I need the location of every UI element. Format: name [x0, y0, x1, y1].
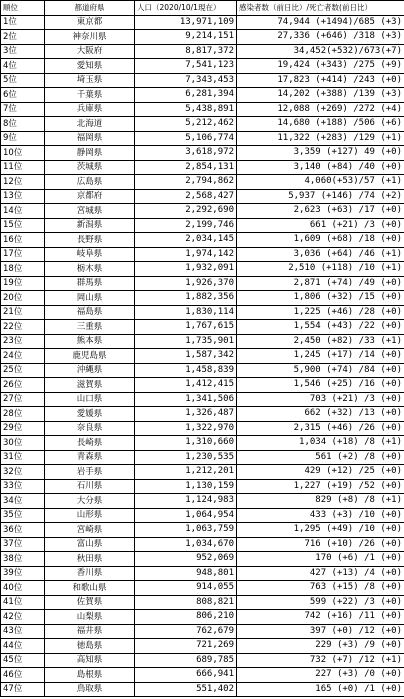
prefecture-cell: 群馬県	[45, 276, 135, 291]
rank-cell: 8位	[1, 117, 45, 132]
cases-cell: 1,034 (+18) /8 (+1)	[237, 436, 404, 451]
table-row	[1, 494, 404, 509]
population-cell: 1,412,415	[135, 378, 237, 393]
prefecture-cell: 福岡県	[45, 131, 135, 146]
cases-cell: 3,359 (+127) 49 (+0)	[237, 146, 404, 161]
population-cell: 1,767,615	[135, 320, 237, 335]
population-cell: 721,269	[135, 639, 237, 654]
cases-cell: 11,322 (+283) /129 (+1)	[237, 131, 404, 146]
rank-cell: 1位	[1, 15, 45, 30]
rank-cell: 42位	[1, 610, 45, 625]
table-row	[1, 102, 404, 117]
cases-cell: 74,944 (+1494)/685 (+3)	[237, 15, 404, 30]
prefecture-cell: 秋田県	[45, 552, 135, 567]
population-cell: 6,281,394	[135, 88, 237, 103]
prefecture-cell: 京都府	[45, 189, 135, 204]
population-cell: 5,106,774	[135, 131, 237, 146]
prefecture-cell: 岡山県	[45, 291, 135, 306]
cases-cell: 27,336 (+646) /318 (+3)	[237, 30, 404, 45]
rank-cell: 5位	[1, 73, 45, 88]
prefecture-cell: 奈良県	[45, 421, 135, 436]
table-row	[1, 59, 404, 74]
cases-cell: 742 (+16) /11 (+0)	[237, 610, 404, 625]
rank-cell: 23位	[1, 334, 45, 349]
cases-cell: 2,623 (+63) /17 (+0)	[237, 204, 404, 219]
population-cell: 1,882,356	[135, 291, 237, 306]
population-cell: 762,679	[135, 624, 237, 639]
cases-cell: 427 (+13) /4 (+0)	[237, 566, 404, 581]
table-row	[1, 334, 404, 349]
rank-cell: 24位	[1, 349, 45, 364]
population-cell: 2,794,862	[135, 175, 237, 190]
table-row	[1, 175, 404, 190]
cases-cell: 14,680 (+188) /506 (+6)	[237, 117, 404, 132]
population-cell: 13,971,109	[135, 15, 237, 30]
prefecture-cell: 山口県	[45, 392, 135, 407]
rank-cell: 30位	[1, 436, 45, 451]
table-row	[1, 595, 404, 610]
table-row	[1, 146, 404, 161]
prefecture-cell: 北海道	[45, 117, 135, 132]
prefecture-cell: 静岡県	[45, 146, 135, 161]
table-row	[1, 537, 404, 552]
cases-cell: 1,609 (+68) /18 (+0)	[237, 233, 404, 248]
cases-cell: 763 (+15) /8 (+0)	[237, 581, 404, 596]
table-row	[1, 30, 404, 45]
prefecture-cell: 新潟県	[45, 218, 135, 233]
cases-cell: 2,450 (+82) /33 (+1)	[237, 334, 404, 349]
cases-cell: 165 (+0) /1 (+0)	[237, 682, 404, 697]
rank-cell: 18位	[1, 262, 45, 277]
prefecture-cell: 山梨県	[45, 610, 135, 625]
rank-cell: 12位	[1, 175, 45, 190]
population-cell: 1,064,954	[135, 508, 237, 523]
table-row	[1, 421, 404, 436]
table-row	[1, 653, 404, 668]
population-cell: 1,926,370	[135, 276, 237, 291]
rank-cell: 27位	[1, 392, 45, 407]
population-cell: 914,055	[135, 581, 237, 596]
rank-cell: 36位	[1, 523, 45, 538]
table-row	[1, 44, 404, 59]
rank-cell: 22位	[1, 320, 45, 335]
population-cell: 1,341,506	[135, 392, 237, 407]
table-row	[1, 682, 404, 697]
table-row	[1, 73, 404, 88]
population-cell: 5,212,462	[135, 117, 237, 132]
population-cell: 1,230,535	[135, 450, 237, 465]
population-cell: 2,854,131	[135, 160, 237, 175]
rank-cell: 40位	[1, 581, 45, 596]
population-cell: 1,322,970	[135, 421, 237, 436]
prefecture-cell: 埼玉県	[45, 73, 135, 88]
rank-cell: 11位	[1, 160, 45, 175]
header-rank: 順位	[1, 1, 45, 16]
cases-cell: 2,871 (+74) /49 (+0)	[237, 276, 404, 291]
rank-cell: 3位	[1, 44, 45, 59]
prefecture-cell: 富山県	[45, 537, 135, 552]
cases-cell: 661 (+21) /3 (+0)	[237, 218, 404, 233]
cases-cell: 1,806 (+32) /15 (+0)	[237, 291, 404, 306]
cases-cell: 829 (+8) /8 (+1)	[237, 494, 404, 509]
cases-cell: 5,900 (+74) /84 (+0)	[237, 363, 404, 378]
cases-cell: 34,452(+532)/673(+7)	[237, 44, 404, 59]
rank-cell: 31位	[1, 450, 45, 465]
population-cell: 952,069	[135, 552, 237, 567]
prefecture-cell: 広島県	[45, 175, 135, 190]
population-cell: 1,310,660	[135, 436, 237, 451]
prefecture-cell: 高知県	[45, 653, 135, 668]
table-row	[1, 610, 404, 625]
rank-cell: 17位	[1, 247, 45, 262]
cases-cell: 227 (+3) /0 (+0)	[237, 668, 404, 683]
table-row	[1, 88, 404, 103]
table-row	[1, 407, 404, 422]
rank-cell: 4位	[1, 59, 45, 74]
prefecture-cell: 青森県	[45, 450, 135, 465]
cases-cell: 4,060(+53)/57 (+1)	[237, 175, 404, 190]
table-row	[1, 523, 404, 538]
population-cell: 1,458,839	[135, 363, 237, 378]
rank-cell: 28位	[1, 407, 45, 422]
header-cases: 感染者数（前日比）/死亡者数(前日比）	[237, 1, 404, 16]
population-cell: 1,735,901	[135, 334, 237, 349]
prefecture-cell: 千葉県	[45, 88, 135, 103]
population-cell: 2,292,690	[135, 204, 237, 219]
cases-cell: 703 (+21) /3 (+0)	[237, 392, 404, 407]
table-row	[1, 581, 404, 596]
table-row	[1, 508, 404, 523]
table-row	[1, 378, 404, 393]
prefecture-cell: 徳島県	[45, 639, 135, 654]
population-cell: 7,343,453	[135, 73, 237, 88]
rank-cell: 35位	[1, 508, 45, 523]
prefecture-cell: 岩手県	[45, 465, 135, 480]
rank-cell: 41位	[1, 595, 45, 610]
prefecture-cell: 沖縄県	[45, 363, 135, 378]
prefecture-cell: 鹿児島県	[45, 349, 135, 364]
rank-cell: 32位	[1, 465, 45, 480]
population-cell: 2,568,427	[135, 189, 237, 204]
prefecture-cell: 滋賀県	[45, 378, 135, 393]
rank-cell: 47位	[1, 682, 45, 697]
table-row	[1, 117, 404, 132]
table-row	[1, 624, 404, 639]
cases-cell: 599 (+22) /3 (+0)	[237, 595, 404, 610]
cases-cell: 429 (+12) /25 (+0)	[237, 465, 404, 480]
population-cell: 808,821	[135, 595, 237, 610]
prefecture-cell: 長野県	[45, 233, 135, 248]
population-cell: 1,587,342	[135, 349, 237, 364]
header-population: 人口（2020/10/1現在）	[135, 1, 237, 16]
cases-cell: 12,088 (+269) /272 (+4)	[237, 102, 404, 117]
cases-cell: 1,295 (+49) /10 (+0)	[237, 523, 404, 538]
prefecture-cell: 福島県	[45, 305, 135, 320]
cases-cell: 2,510 (+118) /10 (+1)	[237, 262, 404, 277]
cases-cell: 561 (+2) /8 (+0)	[237, 450, 404, 465]
rank-cell: 21位	[1, 305, 45, 320]
cases-cell: 3,140 (+84) /40 (+0)	[237, 160, 404, 175]
population-cell: 1,932,091	[135, 262, 237, 277]
rank-cell: 46位	[1, 668, 45, 683]
population-cell: 1,326,487	[135, 407, 237, 422]
prefecture-cell: 島根県	[45, 668, 135, 683]
cases-cell: 1,245 (+17) /14 (+0)	[237, 349, 404, 364]
prefecture-cell: 長崎県	[45, 436, 135, 451]
table-row	[1, 291, 404, 306]
population-cell: 5,438,891	[135, 102, 237, 117]
rank-cell: 20位	[1, 291, 45, 306]
population-cell: 1,124,983	[135, 494, 237, 509]
rank-cell: 25位	[1, 363, 45, 378]
cases-cell: 229 (+3) /9 (+0)	[237, 639, 404, 654]
table-row	[1, 668, 404, 683]
population-cell: 689,785	[135, 653, 237, 668]
population-cell: 1,130,159	[135, 479, 237, 494]
rank-cell: 6位	[1, 88, 45, 103]
cases-cell: 17,823 (+414) /243 (+0)	[237, 73, 404, 88]
rank-cell: 19位	[1, 276, 45, 291]
rank-cell: 37位	[1, 537, 45, 552]
rank-cell: 34位	[1, 494, 45, 509]
prefecture-cell: 佐賀県	[45, 595, 135, 610]
cases-cell: 170 (+6) /1 (+0)	[237, 552, 404, 567]
cases-cell: 732 (+7) /12 (+1)	[237, 653, 404, 668]
prefecture-cell: 茨城県	[45, 160, 135, 175]
table-row	[1, 15, 404, 30]
population-cell: 551,402	[135, 682, 237, 697]
table-row	[1, 349, 404, 364]
prefecture-cell: 兵庫県	[45, 102, 135, 117]
cases-cell: 1,225 (+46) /28 (+0)	[237, 305, 404, 320]
table-row	[1, 639, 404, 654]
table-row	[1, 189, 404, 204]
prefecture-cell: 鳥取県	[45, 682, 135, 697]
prefecture-cell: 和歌山県	[45, 581, 135, 596]
table-row	[1, 276, 404, 291]
population-cell: 806,210	[135, 610, 237, 625]
prefecture-cell: 愛媛県	[45, 407, 135, 422]
population-cell: 9,214,151	[135, 30, 237, 45]
rank-cell: 7位	[1, 102, 45, 117]
prefecture-cell: 山形県	[45, 508, 135, 523]
prefecture-cell: 三重県	[45, 320, 135, 335]
cases-cell: 433 (+3) /10 (+0)	[237, 508, 404, 523]
table-row	[1, 305, 404, 320]
table-row	[1, 218, 404, 233]
cases-cell: 1,546 (+25) /16 (+0)	[237, 378, 404, 393]
table-row	[1, 262, 404, 277]
cases-cell: 2,315 (+46) /26 (+0)	[237, 421, 404, 436]
prefecture-cell: 石川県	[45, 479, 135, 494]
prefecture-cell: 大分県	[45, 494, 135, 509]
rank-cell: 39位	[1, 566, 45, 581]
prefecture-cell: 宮崎県	[45, 523, 135, 538]
rank-cell: 2位	[1, 30, 45, 45]
table-row	[1, 160, 404, 175]
table-row	[1, 247, 404, 262]
rank-cell: 26位	[1, 378, 45, 393]
population-cell: 1,063,759	[135, 523, 237, 538]
table-body	[1, 15, 404, 697]
population-cell: 1,974,142	[135, 247, 237, 262]
table-row	[1, 465, 404, 480]
rank-cell: 14位	[1, 204, 45, 219]
population-cell: 666,941	[135, 668, 237, 683]
rank-cell: 10位	[1, 146, 45, 161]
rank-cell: 33位	[1, 479, 45, 494]
prefecture-cell: 宮城県	[45, 204, 135, 219]
prefecture-cell: 熊本県	[45, 334, 135, 349]
population-cell: 8,817,372	[135, 44, 237, 59]
population-cell: 3,618,972	[135, 146, 237, 161]
population-cell: 1,034,670	[135, 537, 237, 552]
prefecture-cell: 岐阜県	[45, 247, 135, 262]
population-cell: 2,034,145	[135, 233, 237, 248]
table-row	[1, 204, 404, 219]
rank-cell: 9位	[1, 131, 45, 146]
rank-cell: 38位	[1, 552, 45, 567]
cases-cell: 1,554 (+43) /22 (+0)	[237, 320, 404, 335]
header-row	[1, 1, 404, 16]
table-row	[1, 131, 404, 146]
rank-cell: 13位	[1, 189, 45, 204]
rank-cell: 15位	[1, 218, 45, 233]
prefecture-cell: 福井県	[45, 624, 135, 639]
rank-cell: 44位	[1, 639, 45, 654]
rank-cell: 43位	[1, 624, 45, 639]
cases-cell: 19,424 (+343) /275 (+9)	[237, 59, 404, 74]
prefecture-cell: 大阪府	[45, 44, 135, 59]
table-row	[1, 479, 404, 494]
rank-cell: 16位	[1, 233, 45, 248]
cases-cell: 3,036 (+64) /46 (+1)	[237, 247, 404, 262]
table-row	[1, 450, 404, 465]
prefecture-cell: 東京都	[45, 15, 135, 30]
table-row	[1, 363, 404, 378]
population-cell: 1,830,114	[135, 305, 237, 320]
cases-cell: 716 (+10) /26 (+0)	[237, 537, 404, 552]
prefecture-cell: 愛知県	[45, 59, 135, 74]
cases-cell: 14,202 (+388) /139 (+3)	[237, 88, 404, 103]
population-cell: 1,212,201	[135, 465, 237, 480]
rank-cell: 29位	[1, 421, 45, 436]
rank-cell: 45位	[1, 653, 45, 668]
cases-cell: 397 (+0) /12 (+0)	[237, 624, 404, 639]
prefecture-cell: 神奈川県	[45, 30, 135, 45]
cases-cell: 662 (+32) /13 (+0)	[237, 407, 404, 422]
population-cell: 7,541,123	[135, 59, 237, 74]
prefecture-cell: 栃木県	[45, 262, 135, 277]
table-row	[1, 392, 404, 407]
cases-cell: 1,227 (+19) /52 (+0)	[237, 479, 404, 494]
table-row	[1, 436, 404, 451]
prefecture-cell: 香川県	[45, 566, 135, 581]
table-row	[1, 566, 404, 581]
table-row	[1, 320, 404, 335]
table-row	[1, 552, 404, 567]
cases-cell: 5,937 (+146) /74 (+2)	[237, 189, 404, 204]
population-cell: 948,801	[135, 566, 237, 581]
table-row	[1, 233, 404, 248]
header-prefecture: 都道府県	[45, 1, 135, 16]
population-cell: 2,199,746	[135, 218, 237, 233]
